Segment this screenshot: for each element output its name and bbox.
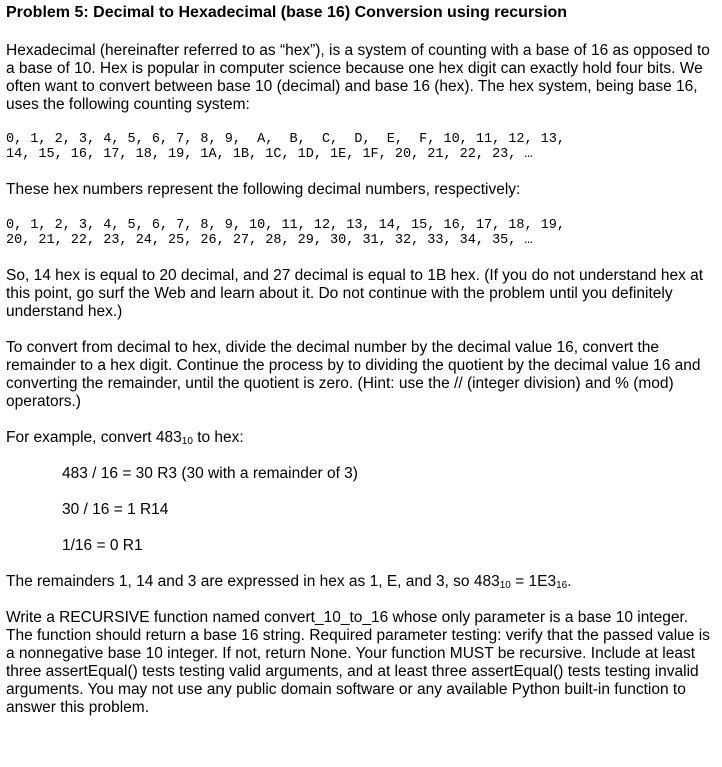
remainders-paragraph bbox=[6, 573, 716, 591]
task-paragraph: Write a RECURSIVE function named convert_10_to_16 whose only parameter is a base 10 integer. The function should return a base 16 string. Required parameter testing: verify that the passed value is a nonnegative base 10 integer. If not, return None. Your function MUST be recursive. Include at least three assertEqual() tests testing valid arguments, and at least three assertEqual() tests testing invalid arguments. You may not use any public domain software or any available Python built-in function to answer this problem. bbox=[6, 609, 710, 716]
hex-sequence-line-2: 14, 15, 16, 17, 18, 19, 1A, 1B, 1C, 1D, 1E, 1F, 20, 21, 22, 23, … bbox=[6, 147, 533, 162]
remainders-base10: 10 bbox=[499, 580, 511, 591]
example-step-3: 1/16 = 0 R1 bbox=[62, 537, 143, 554]
example-prefix: For example, convert 483 bbox=[6, 429, 182, 446]
remainders-end: . bbox=[567, 573, 572, 590]
hex-sequence-line-1: 0, 1, 2, 3, 4, 5, 6, 7, 8, 9, A, B, C, D, E, F, 10, 11, 12, 13, bbox=[6, 132, 565, 147]
remainders-equals: = 1E3 bbox=[510, 573, 557, 590]
convert-paragraph: To convert from decimal to hex, divide the decimal number by the decimal value 16, convert the remainder to a hex digit. Continue the process by to dividing the quotient by the decimal value 16 and converting the remainder, until the quotient is zero. (Hint: use the // (integer division) and % (mod) operators.) bbox=[6, 339, 701, 410]
decimal-intro: These hex numbers represent the following decimal numbers, respectively: bbox=[6, 181, 521, 198]
intro-paragraph: Hexadecimal (hereinafter referred to as “hex”), is a system of counting with a base of 16 as opposed to a base of 10. Hex is popular in computer science because one hex digit can exactly hold four bits. We often want to convert between base 10 (decimal) and base 16 (hex). The hex system, being base 16, uses the following counting system: bbox=[6, 42, 710, 113]
example-step-1: 483 / 16 = 30 R3 (30 with a remainder of 3) bbox=[62, 465, 358, 482]
remainders-text: The remainders 1, 14 and 3 are expressed in hex as 1, E, and 3, so 483 bbox=[6, 573, 500, 590]
decimal-sequence-line-1: 0, 1, 2, 3, 4, 5, 6, 7, 8, 9, 10, 11, 12, 13, 14, 15, 16, 17, 18, 19, bbox=[6, 218, 565, 233]
problem-title: Problem 5: Decimal to Hexadecimal (base 16) Conversion using recursion bbox=[6, 4, 568, 21]
remainders-base16: 16 bbox=[556, 580, 568, 591]
example-intro bbox=[6, 429, 716, 447]
so-paragraph: So, 14 hex is equal to 20 decimal, and 27 decimal is equal to 1B hex. (If you do not understand hex at this point, go surf the Web and learn about it. Do not continue with the problem until you definitely understand hex.) bbox=[6, 267, 704, 320]
example-step-2: 30 / 16 = 1 R14 bbox=[62, 501, 169, 518]
decimal-sequence-line-2: 20, 21, 22, 23, 24, 25, 26, 27, 28, 29, 30, 31, 32, 33, 34, 35, … bbox=[6, 233, 533, 248]
example-base-subscript: 10 bbox=[181, 436, 193, 447]
example-suffix: to hex: bbox=[192, 429, 244, 446]
